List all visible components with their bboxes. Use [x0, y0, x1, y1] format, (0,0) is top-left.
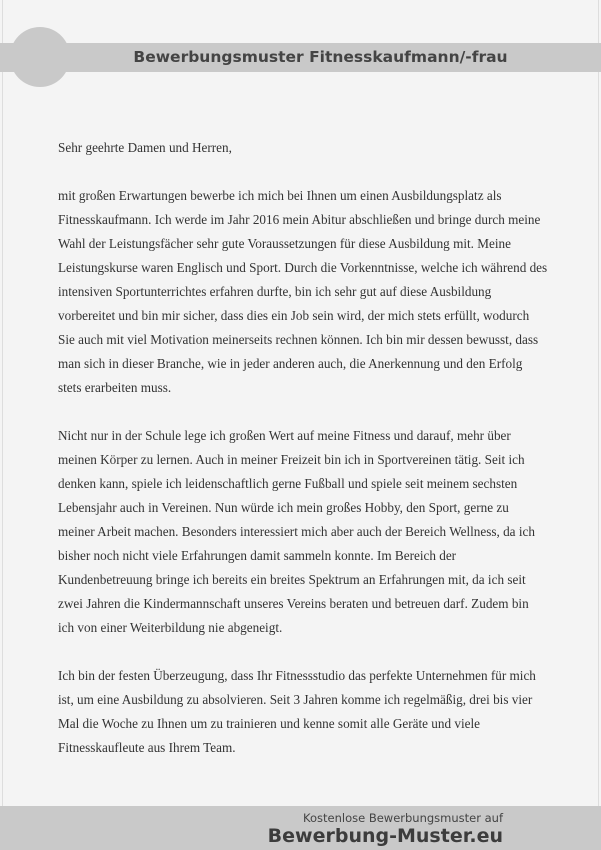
letter-body: [58, 136, 548, 784]
footer-site-link[interactable]: Bewerbung-Muster.eu: [267, 825, 503, 847]
page-title: Bewerbungsmuster Fitnesskaufmann/-frau: [133, 48, 508, 66]
footer-band: [0, 806, 601, 850]
salutation: Sehr geehrte Damen und Herren,: [58, 140, 232, 155]
footer-tagline: Kostenlose Bewerbungsmuster auf: [303, 811, 503, 825]
paragraph: Ich bin der festen Überzeugung, dass Ihr Fitnessstudio das perfekte Unternehmen für mich ist, um eine Ausbildung zu absolvieren. Seit 3 Jahren komme ich regelmäßig, drei bis vier Mal die Woche zu Ihnen um zu trainieren und kenne somit alle Geräte und viele Fitnesskaufleute aus Ihrem Team.: [58, 668, 536, 755]
paragraph: Nicht nur in der Schule lege ich großen Wert auf meine Fitness und darauf, mehr über meinen Körper zu lernen. Auch in meiner Freizeit bin ich in Sportvereinen tätig. Seit ich denken kann, spiele ich leidenschaftlich gerne Fußball und spiele seit meinem sechsten Lebensjahr auch in Vereinen. Nun würde ich mein großes Hobby, den Sport, gerne zu meiner Arbeit machen. Besonders interessiert mich aber auch der Bereich Wellness, da ich bisher noch nicht viele Erfahrungen damit sammeln konnte. Im Bereich der Kundenbetreuung bringe ich bereits ein breites Spektrum an Erfahrungen mit, da ich seit zwei Jahren die Kindermannschaft unseres Vereins beraten und betreuen darf. Zudem bin ich von einer Weiterbildung nie abgeneigt.: [58, 428, 535, 635]
paragraph: mit großen Erwartungen bewerbe ich mich bei Ihnen um einen Ausbildungsplatz als Fitnesskaufmann. Ich werde im Jahr 2016 mein Abitur abschließen und bringe durch meine Wahl der Leistungsfächer sehr gute Voraussetzungen für diese Ausbildung mit. Meine Leistungskurse waren Englisch und Sport. Durch die Vorkenntnisse, welche ich während des intensiven Sportunterrichtes erfahren durfte, bin ich sehr gut auf diese Ausbildung vorbereitet und bin mir sicher, dass dies ein Job sein wird, der mich stets erfüllt, wodurch Sie auch mit viel Motivation meinerseits rechnen können. Ich bin mir dessen bewusst, dass man sich in dieser Branche, wie in jeder anderen auch, die Anerkennung und den Erfolg stets erarbeiten muss.: [58, 188, 548, 395]
